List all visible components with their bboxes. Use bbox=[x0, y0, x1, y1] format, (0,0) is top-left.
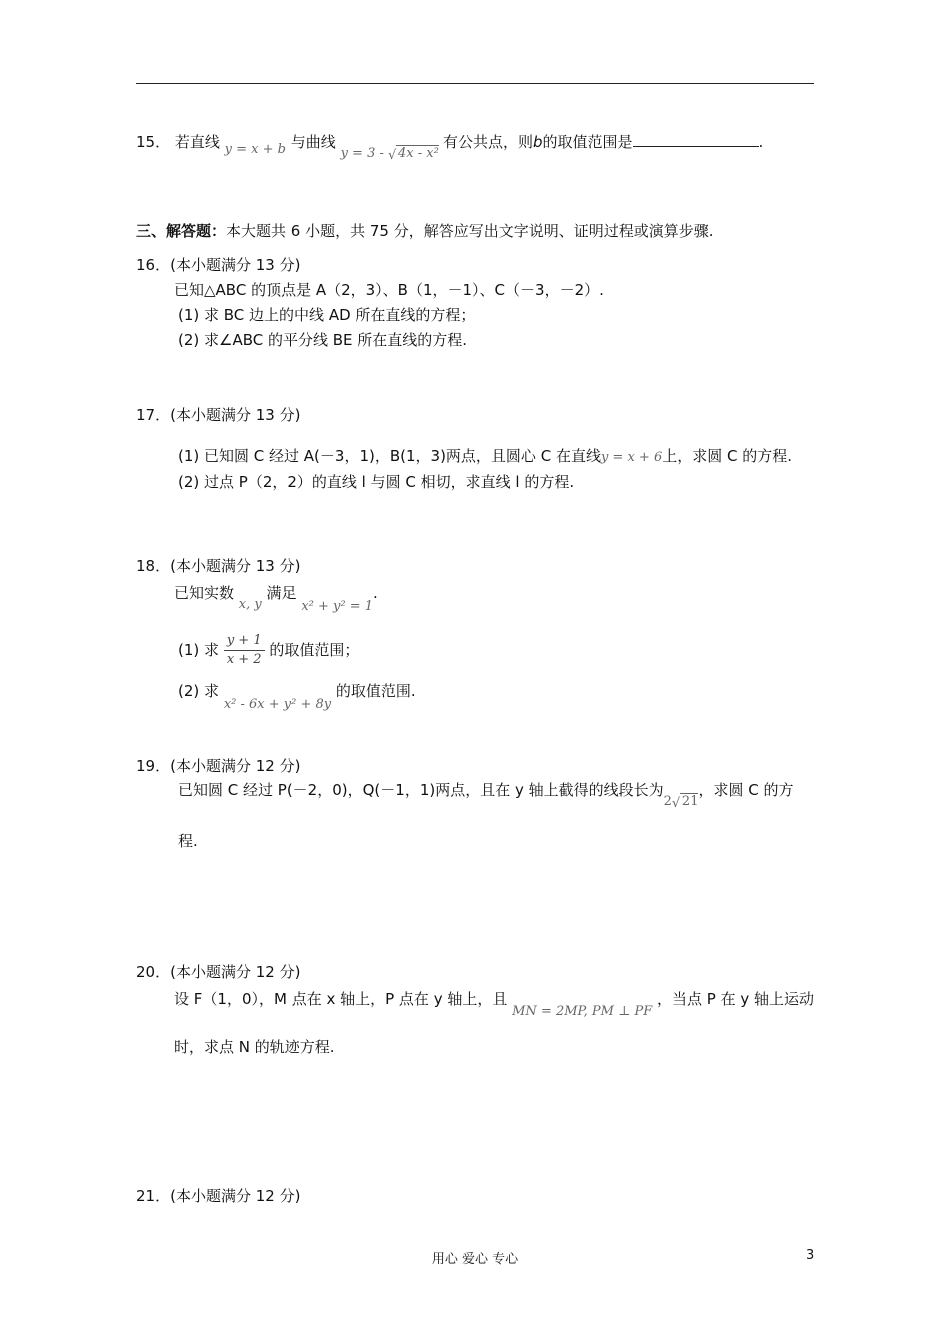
radicand: 21 bbox=[681, 794, 699, 809]
problem-text: 已知圆 C 经过 P(－2，0)，Q(－1，1)两点，且在 y 轴上截得的线段长为 bbox=[178, 781, 664, 799]
denominator: x + 2 bbox=[226, 652, 262, 667]
problem-text: 满足 bbox=[266, 584, 297, 602]
problem-text: 上，求圆 C 的方程. bbox=[662, 447, 792, 465]
problem-score: (本小题满分 13 分) bbox=[170, 557, 301, 575]
problem-18-header bbox=[136, 556, 300, 576]
formula-length bbox=[664, 794, 699, 809]
problem-score: (本小题满分 13 分) bbox=[170, 256, 301, 274]
variable: b bbox=[532, 133, 543, 151]
formula-line: y = x + b bbox=[224, 142, 286, 157]
problem-19-line1 bbox=[178, 780, 794, 811]
formula-curve bbox=[341, 146, 443, 161]
formula-vars: x, y bbox=[238, 597, 262, 612]
problem-text: 与曲线 bbox=[290, 133, 336, 151]
problem-16-q2: (2) 求∠ABC 的平分线 BE 所在直线的方程. bbox=[178, 331, 468, 349]
problem-number: 18． bbox=[136, 557, 171, 575]
coefficient: 2 bbox=[663, 794, 672, 809]
sqrt-sign: √ 4x - x² bbox=[388, 146, 439, 163]
problem-text: 有公共点，则 bbox=[442, 133, 533, 151]
problem-score: (本小题满分 12 分) bbox=[170, 963, 301, 981]
radicand: 4x - x² bbox=[398, 146, 439, 161]
problem-16-q1: (1) 求 BC 边上的中线 AD 所在直线的方程； bbox=[178, 306, 476, 324]
formula-expression: x² - 6x + y² + 8y bbox=[223, 697, 332, 712]
problem-text: (1) 已知圆 C 经过 A(－3，1)，B(1，3)两点，且圆心 C 在直线 bbox=[178, 447, 601, 465]
problem-20-line2: 时，求点 N 的轨迹方程. bbox=[174, 1038, 335, 1056]
problem-score: (本小题满分 12 分) bbox=[170, 757, 301, 775]
footer-text: 用心 爱心 专心 bbox=[431, 1252, 519, 1267]
sqrt-sign: √ 21 bbox=[671, 794, 699, 811]
problem-16-header bbox=[136, 255, 300, 275]
problem-text: (2) 求 bbox=[178, 682, 220, 700]
problem-score: (本小题满分 13 分) bbox=[170, 406, 301, 424]
problem-number: 19． bbox=[136, 757, 171, 775]
section-label: 三、解答题： bbox=[136, 222, 227, 240]
problem-text: ，求圆 C 的方 bbox=[698, 781, 794, 799]
answer-blank bbox=[633, 132, 759, 147]
problem-20-line1 bbox=[174, 989, 815, 1019]
problem-18-stem bbox=[174, 583, 378, 614]
formula-line: y = x + 6 bbox=[600, 450, 663, 465]
problem-text: 已知实数 bbox=[174, 584, 235, 602]
problem-15 bbox=[136, 132, 764, 163]
problem-16-stem: 已知△ABC 的顶点是 A（2，3）、B（1，－1）、C（－3，－2）. bbox=[174, 281, 604, 299]
problem-number: 21． bbox=[136, 1187, 171, 1205]
formula-part: y = 3 - bbox=[340, 146, 384, 161]
problem-number: 20． bbox=[136, 963, 171, 981]
problem-18-q2 bbox=[178, 681, 416, 712]
problem-text: 的取值范围； bbox=[269, 641, 360, 659]
problem-number: 16． bbox=[136, 256, 171, 274]
problem-text: (1) 求 bbox=[178, 641, 220, 659]
fraction bbox=[224, 632, 265, 669]
problem-17-q1 bbox=[178, 446, 792, 468]
problem-17-q2: (2) 过点 P（2，2）的直线 l 与圆 C 相切，求直线 l 的方程. bbox=[178, 473, 575, 491]
page-number: 3 bbox=[806, 1248, 815, 1263]
problem-19-line2: 程. bbox=[178, 832, 198, 850]
problem-17-header bbox=[136, 405, 300, 425]
numerator: y + 1 bbox=[224, 632, 265, 651]
problem-text: 的取值范围是 bbox=[542, 133, 633, 151]
period: . bbox=[373, 584, 378, 602]
problem-20-header bbox=[136, 962, 300, 982]
problem-text: ，当点 P 在 y 轴上运动 bbox=[657, 990, 815, 1008]
section-heading bbox=[136, 221, 714, 241]
problem-text: 若直线 bbox=[174, 133, 220, 151]
problem-number: 15． bbox=[136, 133, 171, 151]
section-text: 本大题共 6 小题，共 75 分，解答应写出文字说明、证明过程或演算步骤. bbox=[226, 222, 714, 240]
problem-text: 的取值范围. bbox=[335, 682, 416, 700]
period: . bbox=[758, 133, 764, 151]
problem-score: (本小题满分 12 分) bbox=[170, 1187, 301, 1205]
problem-number: 17． bbox=[136, 406, 171, 424]
problem-18-q1 bbox=[178, 632, 359, 669]
problem-text: 设 F（1，0），M 点在 x 轴上，P 点在 y 轴上，且 bbox=[174, 990, 508, 1008]
problem-19-header bbox=[136, 756, 300, 776]
formula-vectors: MN = 2MP, PM ⊥ PF bbox=[512, 1004, 653, 1019]
formula-circle: x² + y² = 1 bbox=[301, 599, 374, 614]
header-rule bbox=[136, 83, 814, 84]
problem-21-header bbox=[136, 1186, 300, 1206]
